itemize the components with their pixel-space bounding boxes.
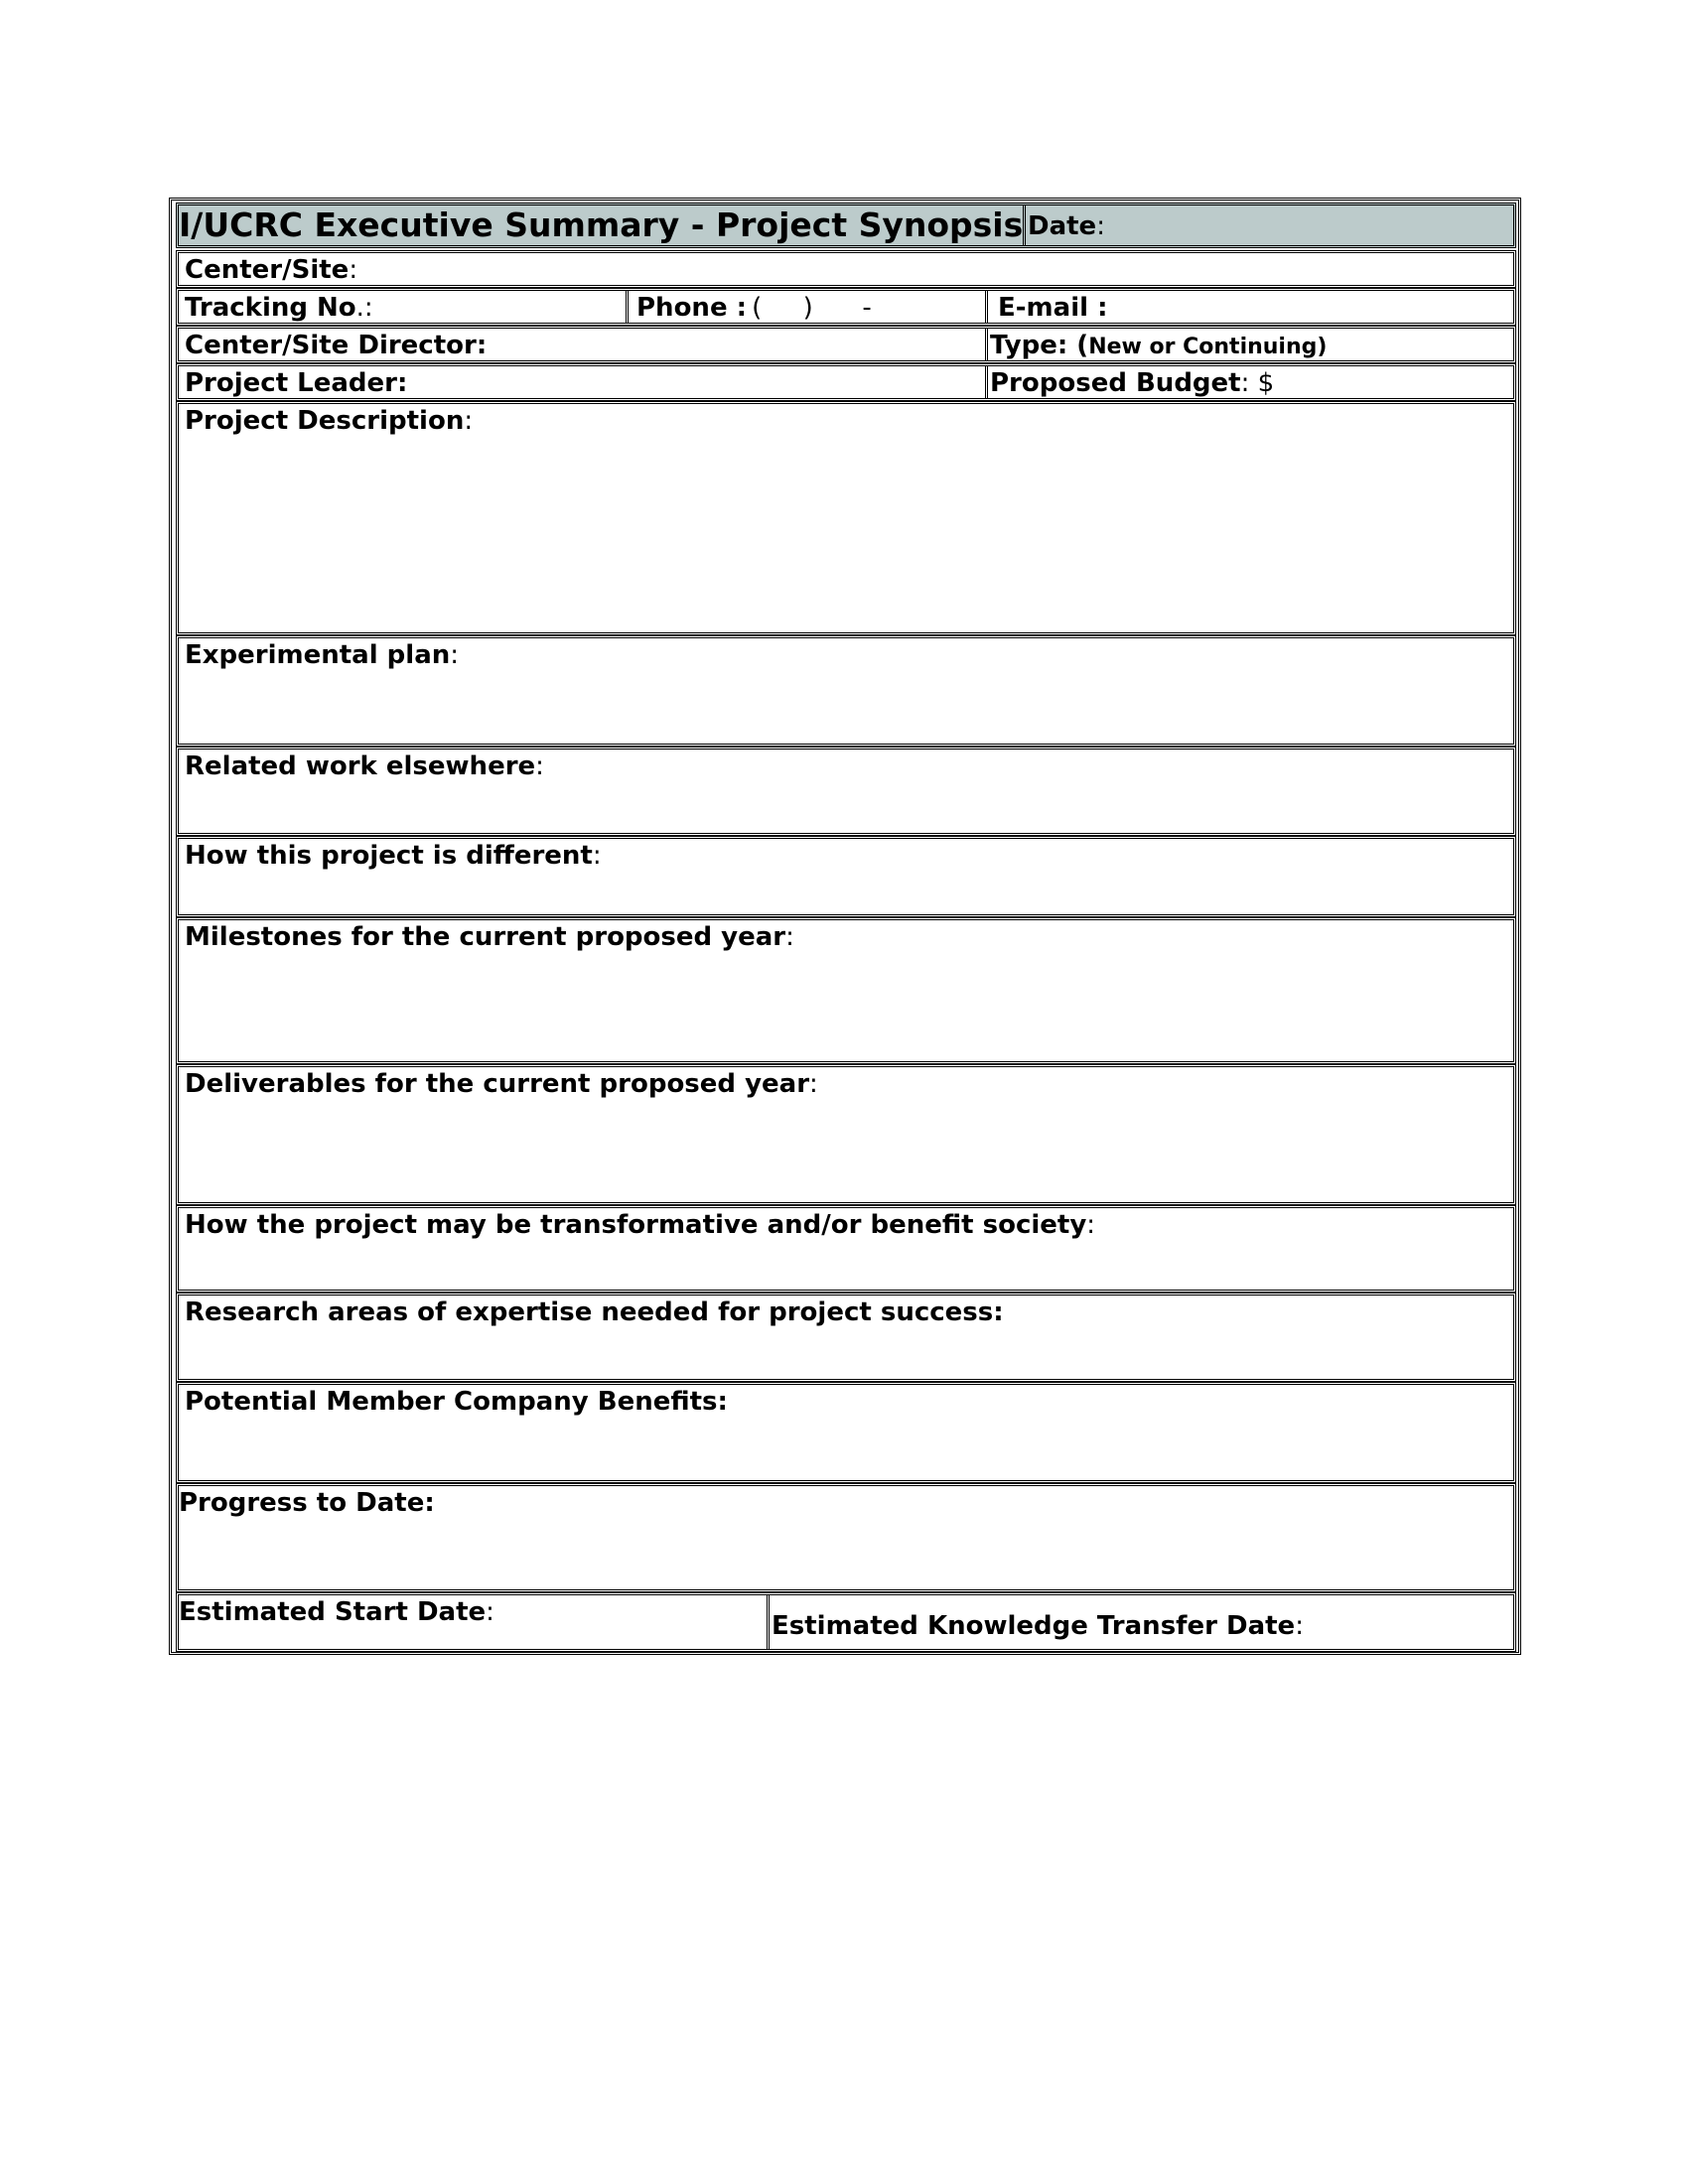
expertise-field[interactable] [176,1293,1516,1382]
start-date-label: Estimated Start Date [179,1597,487,1627]
form-title: I/UCRC Executive Summary - Project Synopsis [179,205,1024,244]
email-field[interactable] [985,291,1513,323]
section-label: Related work elsewhere [185,751,536,781]
project-leader-field[interactable] [179,366,985,398]
budget-label: Proposed Budget [990,368,1241,398]
transfer-date-label: Estimated Knowledge Transfer Date [772,1611,1296,1641]
type-label: Type: ( [990,331,1089,360]
start-date-field[interactable]: Estimated Start Date: [179,1597,494,1627]
section-label: Milestones for the current proposed year [185,922,786,952]
project-leader-label: Project Leader: [185,368,408,398]
type-field[interactable] [985,329,1513,360]
tracking-no-field[interactable]: Tracking No.: [185,293,373,323]
section-label: How the project may be transformative and/or benefit society [185,1210,1087,1240]
section-label: Research areas of expertise needed for project success: [185,1297,1004,1327]
milestones-field[interactable]: Milestones for the current proposed year: [176,917,1516,1064]
section-label: Experimental plan [185,640,451,670]
section-label: Deliverables for the current proposed year [185,1069,810,1099]
progress-field[interactable] [176,1483,1516,1592]
project-synopsis-form [169,198,1521,1655]
how-different-field[interactable]: How this project is different: [176,836,1516,917]
date-field[interactable]: Date: [1023,205,1513,245]
phone-label: Phone : [636,293,748,323]
title-row [176,203,1516,248]
deliverables-field[interactable]: Deliverables for the current proposed year: [176,1064,1516,1205]
type-options: New or Continuing) [1088,335,1328,359]
project-description-field[interactable]: Project Description: [176,401,1516,635]
contact-row [176,288,1516,326]
director-row [176,326,1516,363]
section-label: Progress to Date: [179,1488,435,1518]
transfer-date-field[interactable]: Estimated Knowledge Transfer Date: [767,1595,1513,1649]
related-work-field[interactable]: Related work elsewhere: [176,747,1516,836]
experimental-plan-field[interactable]: Experimental plan: [176,635,1516,747]
phone-value: ( ) - [752,293,872,323]
center-site-field[interactable]: Center/Site: [176,250,1516,288]
section-label: How this project is different [185,841,593,871]
date-label: Date [1028,211,1097,241]
dates-row [176,1592,1516,1652]
budget-field[interactable]: Proposed Budget: $ [985,366,1513,398]
transformative-field[interactable]: How the project may be transformative and/or benefit society: [176,1205,1516,1293]
director-field[interactable] [179,329,985,360]
email-label: E-mail : [998,293,1108,323]
phone-field[interactable] [626,291,985,323]
member-benefits-field[interactable] [176,1382,1516,1483]
center-site-label: Center/Site [185,255,350,285]
section-label: Potential Member Company Benefits: [185,1387,728,1417]
director-label: Center/Site Director: [185,331,488,360]
leader-row [176,363,1516,401]
section-label: Project Description [185,406,465,436]
tracking-no-label: Tracking No [185,293,356,323]
